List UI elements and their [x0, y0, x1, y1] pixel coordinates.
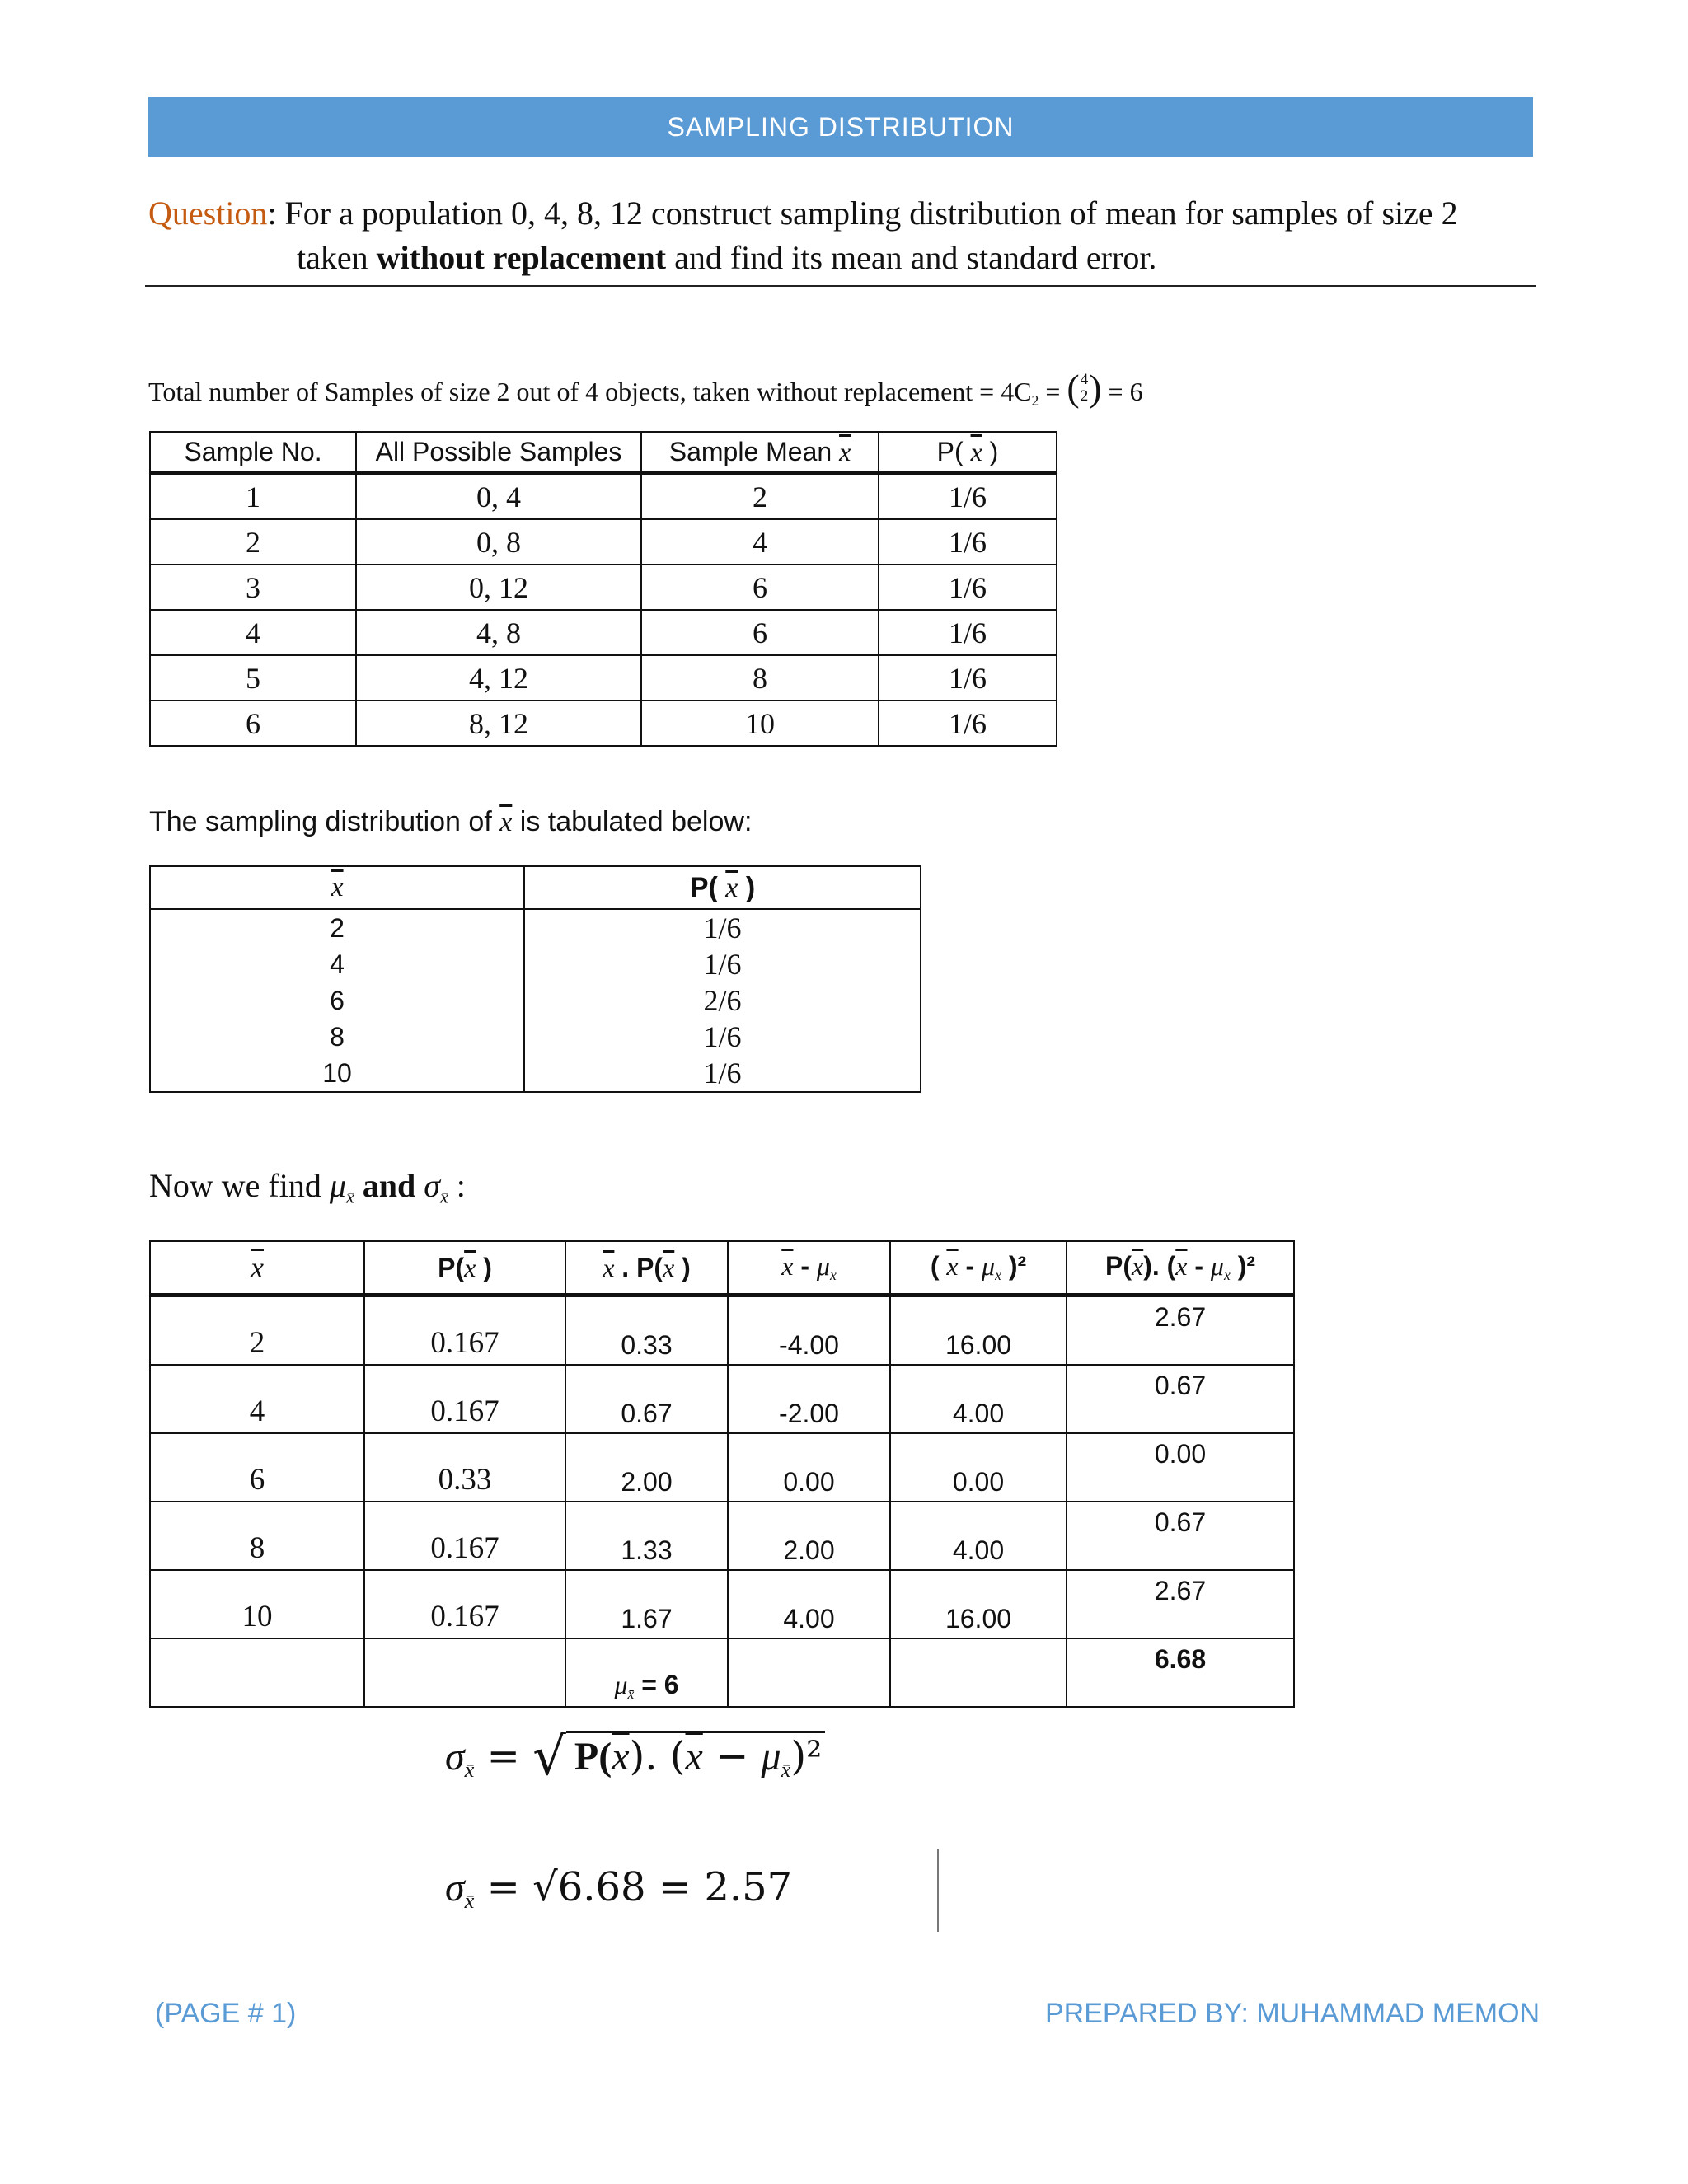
mu-xbar-symbol: $\mu_{x̄}$	[982, 1250, 1001, 1284]
hdr-p: P(	[1104, 1250, 1132, 1281]
hdr-minus: -	[1187, 1250, 1211, 1281]
col-p-times-sq	[1067, 1241, 1294, 1296]
col-xbar	[150, 1241, 364, 1296]
cell-samples: 4, 8	[356, 610, 641, 655]
cell-mean: 4	[641, 519, 879, 565]
formula-p-open: P(	[574, 1735, 612, 1779]
table-row	[150, 982, 921, 1019]
table-row	[150, 1365, 1294, 1433]
cell-no: 2	[150, 519, 356, 565]
cell-psq: 0.67	[1067, 1502, 1294, 1570]
cell-sq: 16.00	[890, 1296, 1067, 1366]
text-cursor-line	[937, 1849, 939, 1932]
combination-subscript: 2	[1031, 392, 1039, 410]
col-probability-label: P(	[936, 436, 964, 466]
table-row	[150, 1502, 1294, 1570]
cell-empty	[364, 1638, 565, 1707]
now-find-colon: :	[448, 1167, 466, 1204]
mu-xbar-symbol: $\mu_{x̄}$	[614, 1669, 635, 1702]
question-line1: : For a population 0, 4, 8, 12 construct sampling distribution of mean for samples of size 2	[267, 194, 1458, 232]
cell-mean: 6	[641, 565, 879, 610]
col-sample-mean	[641, 432, 879, 473]
col-sample-mean-label: Sample Mean	[668, 436, 832, 466]
col-sample-no: Sample No.	[150, 432, 356, 473]
hdr-close: )	[476, 1252, 492, 1282]
cell-psq: 2.67	[1067, 1296, 1294, 1366]
cell-x: 4	[150, 946, 524, 982]
cell-dev: 4.00	[728, 1570, 890, 1638]
cell-p: 1/6	[879, 610, 1057, 655]
xbar-symbol: $\overline{x}$	[970, 436, 982, 466]
cell-psq: 2.67	[1067, 1570, 1294, 1638]
cell-mean: 8	[641, 655, 879, 701]
table-row	[150, 610, 1057, 655]
cell-samples: 0, 12	[356, 565, 641, 610]
standard-error-result	[445, 1864, 792, 1914]
xbar-symbol: $\overline{x}$	[499, 807, 513, 837]
sampling-dist-intro	[149, 806, 752, 838]
intro-before: The sampling distribution of	[149, 806, 500, 837]
question-bold-phrase: without replacement	[376, 239, 667, 276]
xbar-symbol: $\overline{x}$	[839, 436, 851, 466]
question-line2-start: taken	[297, 239, 377, 276]
hdr-close: )	[674, 1252, 691, 1282]
xbar-symbol: $\overline{x}$	[251, 1251, 264, 1284]
cell-p: 1/6	[524, 1055, 921, 1092]
xbar-symbol: $\overline{x}$	[725, 872, 738, 903]
all-samples-table	[149, 431, 1057, 747]
mean-total-value: = 6	[634, 1669, 679, 1699]
xbar-symbol: $\overline{x}$	[612, 1735, 630, 1779]
cell-p: 0.167	[364, 1570, 565, 1638]
cell-dev: 0.00	[728, 1433, 890, 1502]
table-row	[150, 1433, 1294, 1502]
cell-mean-total	[565, 1638, 728, 1707]
question-divider	[145, 285, 1536, 287]
cell-samples: 0, 4	[356, 473, 641, 520]
cell-samples: 4, 12	[356, 655, 641, 701]
table-row	[150, 909, 921, 946]
cell-p: 1/6	[879, 565, 1057, 610]
cell-p: 0.167	[364, 1365, 565, 1433]
cell-p: 1/6	[879, 701, 1057, 746]
cell-sq: 0.00	[890, 1433, 1067, 1502]
sigma-xbar-symbol: $\sigma_{x̄}$	[424, 1167, 448, 1207]
author-credit: PREPARED BY: MUHAMMAD MEMON	[1045, 1998, 1540, 2029]
cell-xp: 0.33	[565, 1296, 728, 1366]
sigma-xbar-symbol: $\sigma_{x̄}$	[445, 1735, 475, 1783]
hdr-combo: ). (	[1143, 1250, 1176, 1281]
cell-no: 5	[150, 655, 356, 701]
cell-empty	[890, 1638, 1067, 1707]
xbar-symbol: $\overline{x}$	[1131, 1250, 1144, 1281]
totals-row	[150, 1638, 1294, 1707]
col-deviation	[728, 1241, 890, 1296]
formula-end: )²	[790, 1733, 823, 1779]
intro-after: is tabulated below:	[512, 806, 753, 837]
xbar-symbol: $\overline{x}$	[464, 1252, 476, 1282]
xbar-symbol: $\overline{x}$	[781, 1250, 794, 1281]
mu-xbar-symbol: $\mu_{x̄}$	[816, 1250, 837, 1284]
formula-mid: ). (	[629, 1733, 686, 1779]
mu-xbar-symbol: $\mu_{x̄}$	[329, 1167, 354, 1207]
cell-psq: 0.00	[1067, 1433, 1294, 1502]
xbar-symbol: $\overline{x}$	[603, 1252, 615, 1282]
table-row	[150, 473, 1057, 520]
cell-psq: 0.67	[1067, 1365, 1294, 1433]
formula-equals: =	[474, 1733, 533, 1779]
cell-xp: 0.67	[565, 1365, 728, 1433]
cell-p: 1/6	[879, 473, 1057, 520]
cell-empty	[728, 1638, 890, 1707]
cell-mean: 2	[641, 473, 879, 520]
col-xbar	[150, 866, 524, 909]
col-p-close: )	[745, 871, 756, 903]
cell-samples: 0, 8	[356, 519, 641, 565]
cell-mean: 10	[641, 701, 879, 746]
cell-mean: 6	[641, 610, 879, 655]
formula-equals-sqrt: = √	[474, 1864, 558, 1910]
xbar-symbol: $\overline{x}$	[663, 1252, 675, 1282]
hdr-minus: -	[793, 1250, 817, 1281]
cell-xp: 1.33	[565, 1502, 728, 1570]
hdr-minus: -	[958, 1250, 982, 1281]
sqrt-icon: √	[532, 1727, 566, 1788]
cell-sq: 4.00	[890, 1365, 1067, 1433]
cell-x: 4	[150, 1365, 364, 1433]
binomial-coefficient: ( 4 2 )	[1067, 367, 1102, 409]
cell-psq-total: 6.68	[1067, 1638, 1294, 1707]
hdr-p: P(	[438, 1252, 465, 1282]
xbar-symbol: $\overline{x}$	[685, 1735, 703, 1779]
now-find-text: Now we find	[149, 1167, 330, 1204]
xbar-symbol: $\overline{x}$	[331, 872, 344, 902]
question-text	[148, 191, 1533, 280]
hdr-open: (	[930, 1250, 947, 1281]
cell-x: 6	[150, 1433, 364, 1502]
standard-error-formula	[445, 1727, 825, 1788]
cell-p: 0.167	[364, 1296, 565, 1366]
cell-xp: 1.67	[565, 1570, 728, 1638]
table-row	[150, 655, 1057, 701]
hdr-squared: )²	[1001, 1250, 1027, 1281]
cell-p: 1/6	[879, 655, 1057, 701]
sigma-xbar-symbol: $\sigma_{x̄}$	[445, 1866, 475, 1914]
col-probability	[879, 432, 1057, 473]
standard-error-value: 6.68 = 2.57	[557, 1864, 793, 1910]
now-find-line	[149, 1166, 466, 1208]
cell-no: 3	[150, 565, 356, 610]
cell-no: 6	[150, 701, 356, 746]
cell-p: 0.33	[364, 1433, 565, 1502]
table-row	[150, 519, 1057, 565]
cell-no: 4	[150, 610, 356, 655]
hdr-squared: )²	[1230, 1250, 1255, 1281]
hdr-dot-p: . P(	[614, 1252, 663, 1282]
col-p-xbar	[364, 1241, 565, 1296]
mu-xbar-symbol: $\mu_{x̄}$	[1210, 1250, 1231, 1284]
question-label: Question	[148, 194, 268, 232]
table-row	[150, 1570, 1294, 1638]
equals-sign: =	[1039, 377, 1067, 406]
cell-sq: 16.00	[890, 1570, 1067, 1638]
cell-x: 2	[150, 909, 524, 946]
mean-se-table	[149, 1240, 1295, 1708]
sqrt-body	[566, 1731, 825, 1783]
cell-p: 2/6	[524, 982, 921, 1019]
now-find-and: and	[354, 1167, 424, 1204]
total-samples-text: Total number of Samples of size 2 out of 4 objects, taken without replacement = 4C	[148, 377, 1032, 406]
cell-no: 1	[150, 473, 356, 520]
cell-p: 1/6	[524, 946, 921, 982]
cell-x: 8	[150, 1019, 524, 1055]
table-row	[150, 1296, 1294, 1366]
cell-p: 1/6	[524, 909, 921, 946]
cell-dev: 2.00	[728, 1502, 890, 1570]
cell-sq: 4.00	[890, 1502, 1067, 1570]
total-samples-line	[148, 369, 1143, 410]
cell-p: 1/6	[524, 1019, 921, 1055]
table-row	[150, 946, 921, 982]
col-probability-close: )	[989, 436, 999, 466]
col-p-label: P(	[689, 871, 718, 903]
cell-x: 10	[150, 1055, 524, 1092]
total-samples-result: = 6	[1101, 377, 1143, 406]
table-row	[150, 1055, 921, 1092]
cell-dev: -2.00	[728, 1365, 890, 1433]
mu-xbar-symbol: $\mu_{x̄}$	[761, 1735, 791, 1783]
table-row	[150, 701, 1057, 746]
col-x-times-p	[565, 1241, 728, 1296]
table-row	[150, 1019, 921, 1055]
question-line2-end: and find its mean and standard error.	[666, 239, 1157, 276]
col-deviation-squared	[890, 1241, 1067, 1296]
xbar-symbol: $\overline{x}$	[946, 1250, 959, 1281]
cell-xp: 2.00	[565, 1433, 728, 1502]
table-row	[150, 565, 1057, 610]
col-all-samples: All Possible Samples	[356, 432, 641, 473]
cell-p: 1/6	[879, 519, 1057, 565]
binom-bottom: 2	[1080, 387, 1089, 405]
xbar-symbol: $\overline{x}$	[1175, 1250, 1188, 1281]
cell-empty	[150, 1638, 364, 1707]
sampling-distribution-table	[149, 865, 921, 1093]
col-p-xbar	[524, 866, 921, 909]
cell-p: 0.167	[364, 1502, 565, 1570]
binom-top: 4	[1080, 371, 1089, 388]
page-header: SAMPLING DISTRIBUTION	[148, 97, 1533, 157]
cell-samples: 8, 12	[356, 701, 641, 746]
cell-x: 2	[150, 1296, 364, 1366]
cell-x: 8	[150, 1502, 364, 1570]
cell-x: 10	[150, 1570, 364, 1638]
cell-x: 6	[150, 982, 524, 1019]
page-number: (PAGE # 1)	[155, 1998, 297, 2029]
cell-dev: -4.00	[728, 1296, 890, 1366]
question-line2	[148, 236, 1533, 280]
formula-minus: −	[702, 1733, 762, 1779]
